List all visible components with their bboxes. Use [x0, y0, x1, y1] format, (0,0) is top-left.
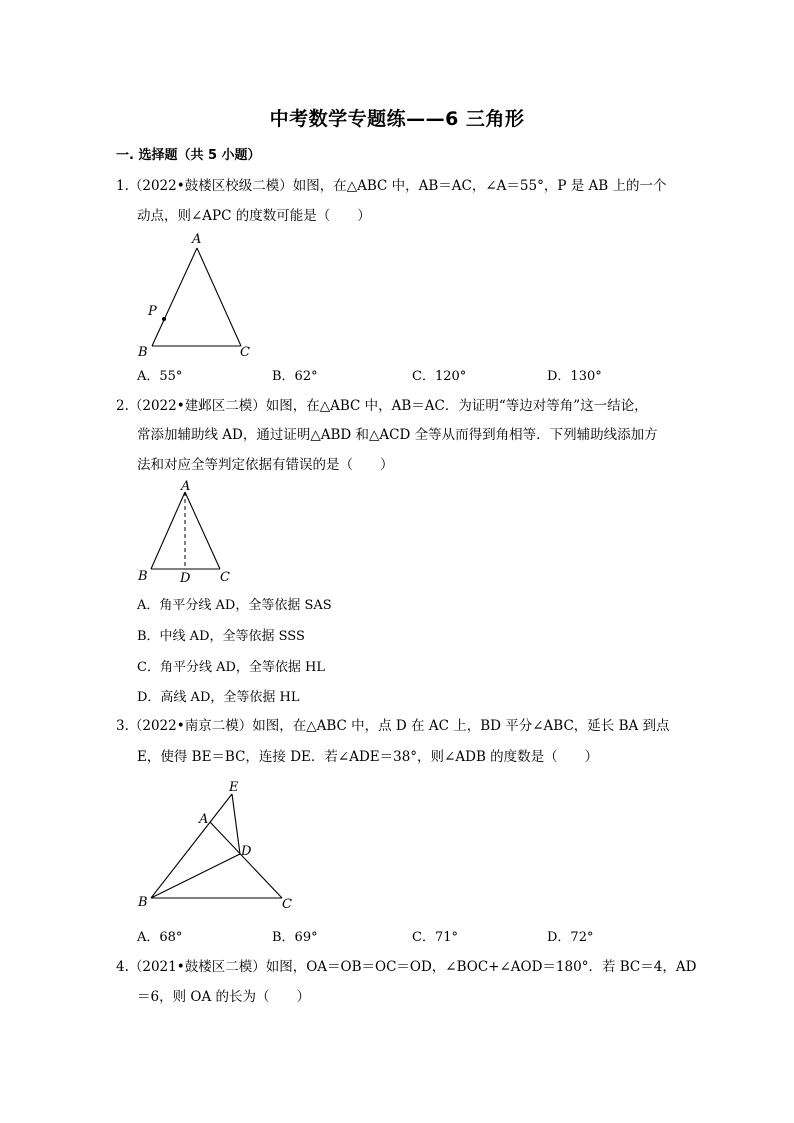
q1-triangle: [152, 248, 241, 346]
q2-label-c: C: [220, 570, 230, 585]
q1-option-c[interactable]: C．120°: [412, 369, 467, 384]
q2-label-b: B: [138, 569, 148, 584]
q3-label-d: D: [241, 844, 252, 859]
q2-line2: 常添加辅助线 AD，通过证明△ABD 和△ACD 全等从而得到角相等．下列辅助线添加方: [137, 427, 658, 443]
q2-line3: 法和对应全等判定依据有错误的是（ ）: [137, 457, 394, 473]
q2-label-d: D: [180, 571, 191, 586]
q3-label-e: E: [229, 780, 239, 795]
q2-label-a: A: [181, 479, 191, 494]
q1-option-d[interactable]: D．130°: [547, 369, 602, 384]
q2-option-c[interactable]: C．角平分线 AD，全等依据 HL: [137, 660, 325, 675]
q3-option-b[interactable]: B．69°: [272, 930, 318, 945]
q1-point-p: [162, 317, 166, 321]
q3-option-c[interactable]: C．71°: [412, 930, 458, 945]
q3-label-a: A: [199, 812, 209, 827]
q3-label-c: C: [282, 897, 292, 912]
q1-option-a[interactable]: A．55°: [137, 369, 183, 384]
q1-label-b: B: [138, 345, 148, 360]
q2-option-d[interactable]: D．高线 AD，全等依据 HL: [137, 690, 300, 705]
q2-line1: 2.（2022•建邺区二模）如图，在△ABC 中，AB＝AC．为证明“等边对等角”这一结论，: [116, 398, 648, 414]
q2-triangle: [151, 492, 220, 569]
q1-option-b[interactable]: B．62°: [272, 369, 318, 384]
section-heading: 一. 选择题（共 5 小题）: [116, 148, 261, 163]
q2-triangle-figure: [130, 478, 240, 586]
q4-line2: ＝6，则 OA 的长为（ ）: [137, 989, 310, 1005]
q3-label-b: B: [138, 895, 148, 910]
q1-line1: 1.（2022•鼓楼区校级二模）如图，在△ABC 中，AB＝AC，∠A＝55°，P 是 AB 上的一个: [116, 178, 667, 194]
q3-option-d[interactable]: D．72°: [547, 930, 594, 945]
q2-option-a[interactable]: A．角平分线 AD，全等依据 SAS: [137, 598, 332, 613]
q3-triangle-figure: [130, 774, 310, 914]
q1-label-a: A: [192, 232, 202, 247]
q3-triangle: [151, 794, 282, 898]
q2-option-b[interactable]: B．中线 AD，全等依据 SSS: [137, 629, 305, 644]
q3-option-a[interactable]: A．68°: [137, 930, 183, 945]
q1-line2: 动点，则∠APC 的度数可能是（ ）: [137, 208, 371, 224]
q1-label-p: P: [148, 304, 157, 319]
q1-label-c: C: [240, 345, 250, 360]
q3-line1: 3.（2022•南京二模）如图，在△ABC 中，点 D 在 AC 上，BD 平分∠ABC，延长 BA 到点: [116, 718, 670, 734]
q1-triangle-figure: [130, 228, 260, 360]
page-title: 中考数学专题练——6 三角形: [269, 108, 525, 130]
q3-line2: E，使得 BE＝BC，连接 DE．若∠ADE＝38°，则∠ADB 的度数是（ ）: [137, 749, 599, 765]
q4-line1: 4.（2021•鼓楼区二模）如图，OA＝OB＝OC＝OD，∠BOC+∠AOD＝180°．若 BC＝4，AD: [116, 959, 697, 975]
